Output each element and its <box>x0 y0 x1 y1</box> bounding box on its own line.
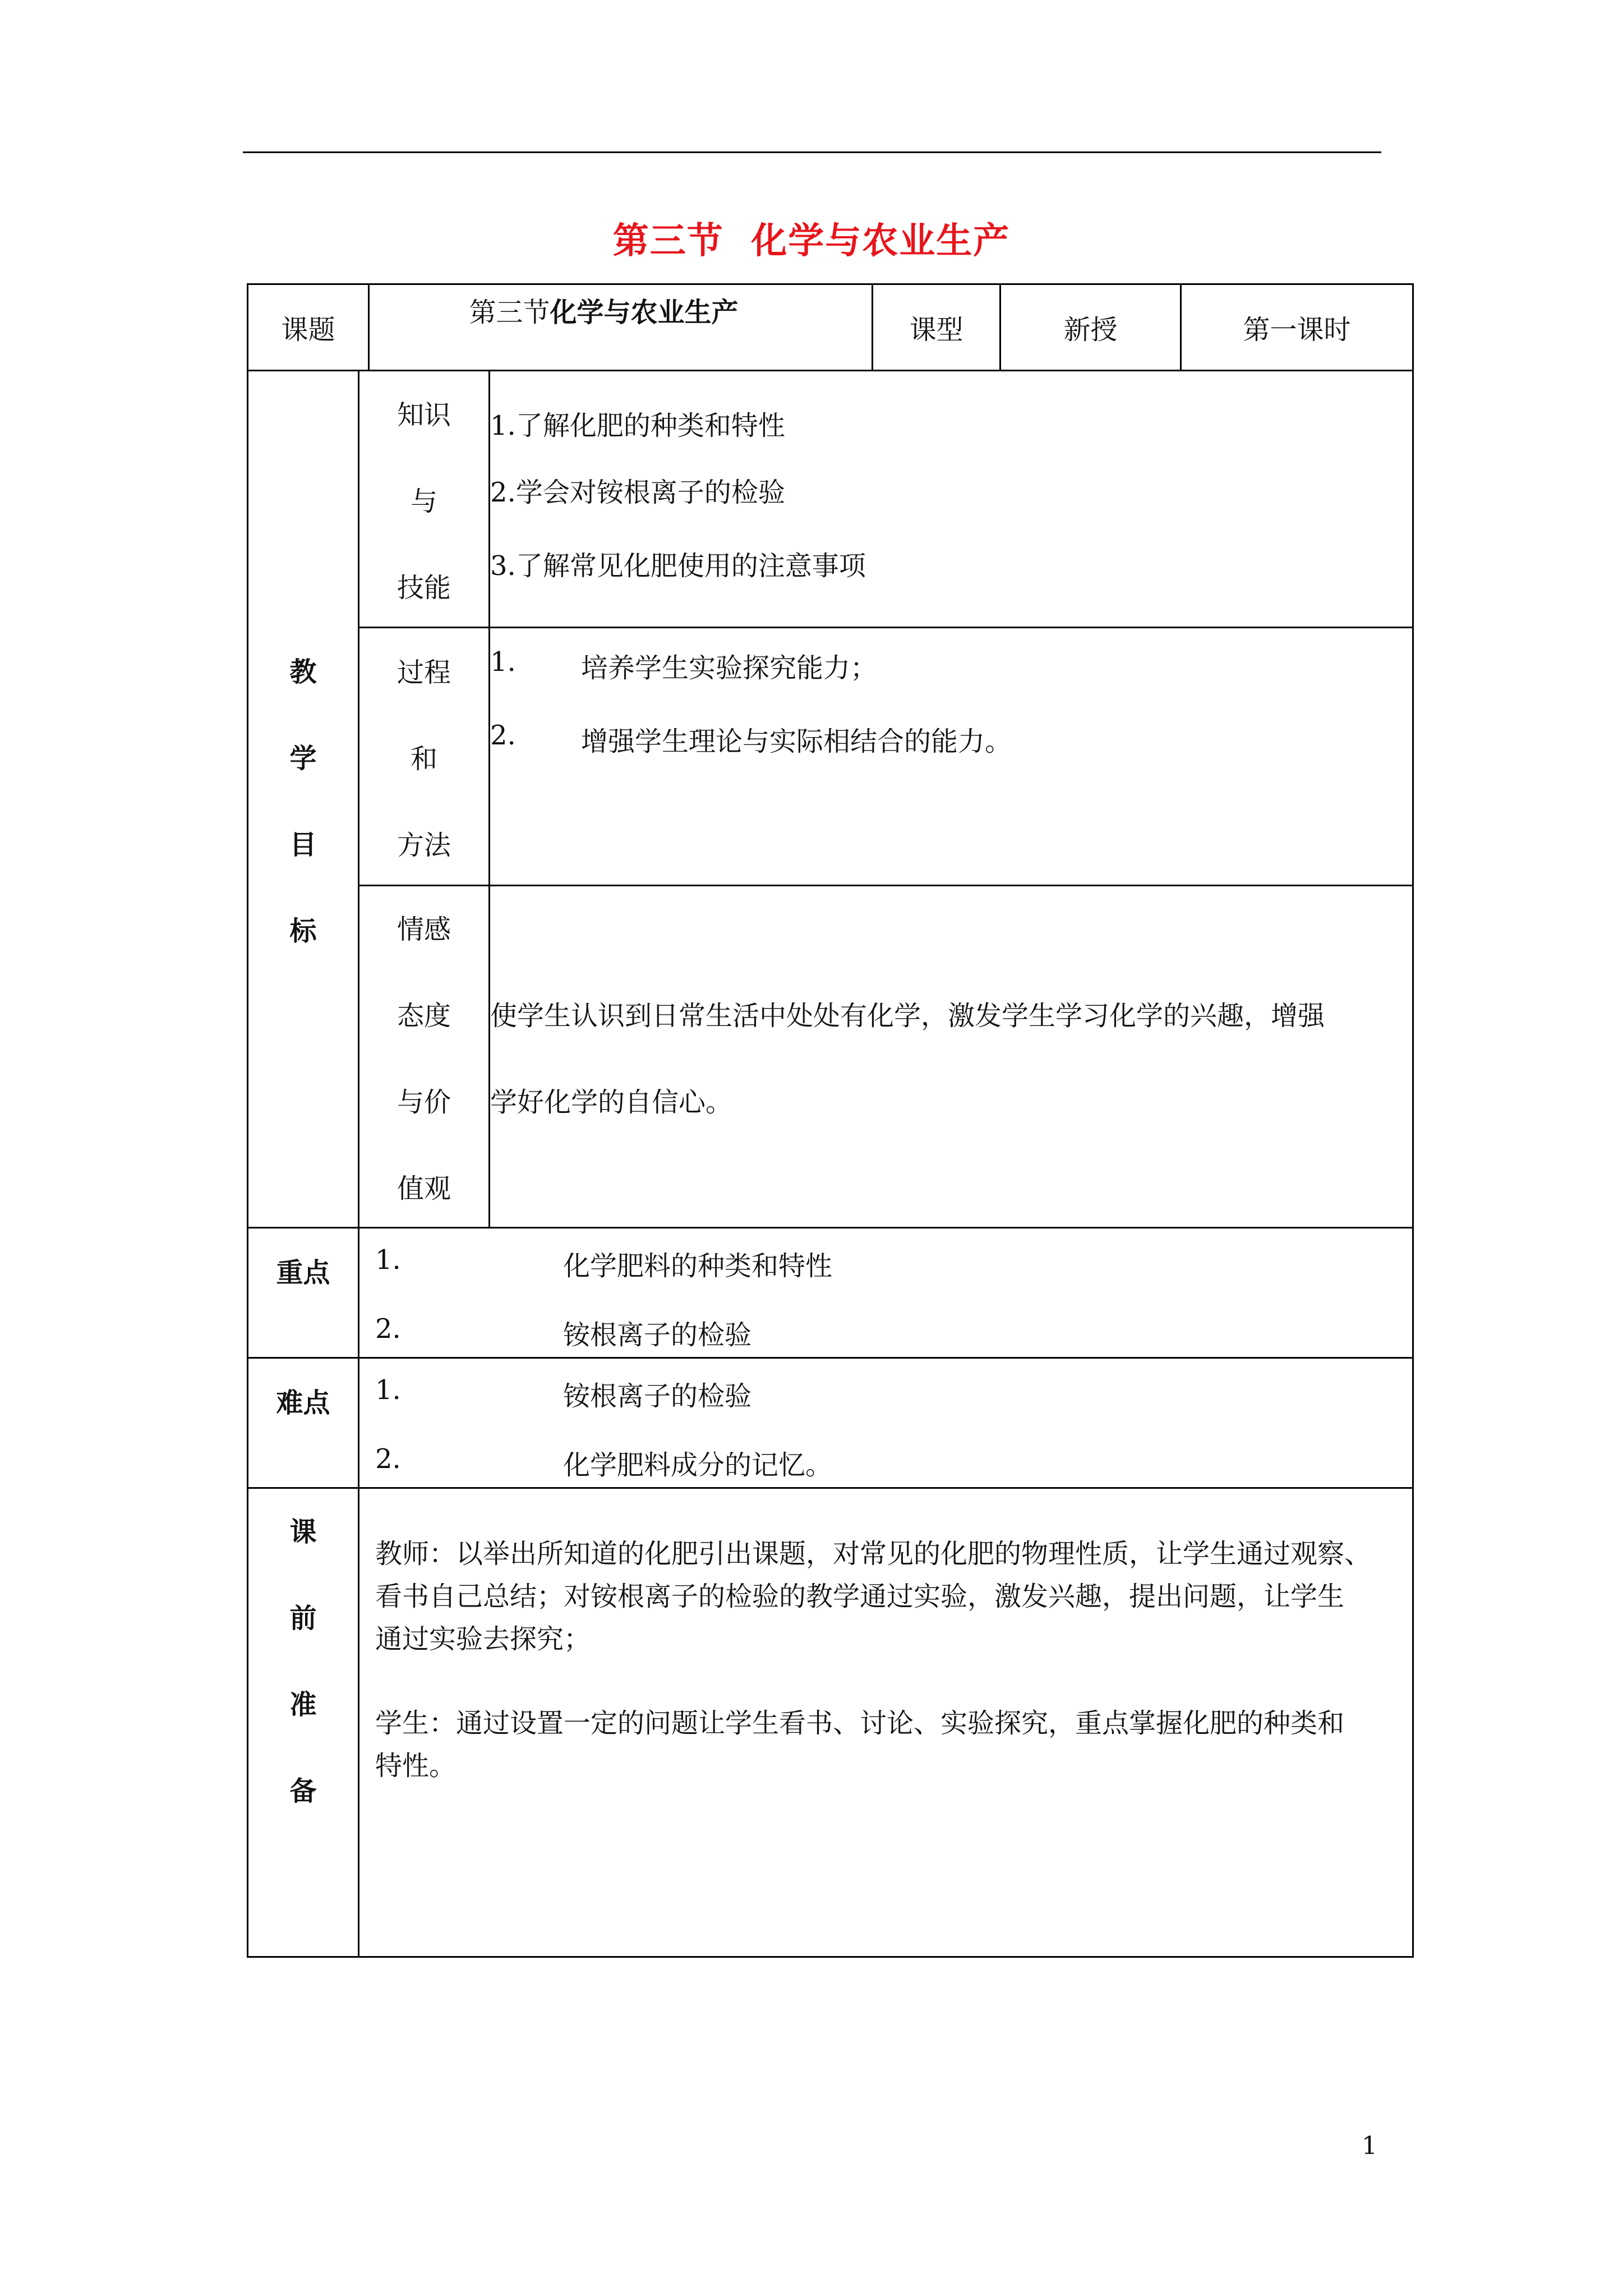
teacher-prep-line: 教师：以举出所知道的化肥引出课题，对常见的化肥的物理性质，让学生通过观察、 <box>375 1538 1372 1570</box>
preparation-row <box>248 1488 1413 1957</box>
knowledge-item: 3.了解常见化肥使用的注意事项 <box>490 550 866 582</box>
topic-value: 化学与农业生产 <box>550 297 739 328</box>
document-title: 第三节 化学与农业生产 <box>612 220 1011 262</box>
student-prep-line: 学生：通过设置一定的问题让学生看书、讨论、实验探究，重点掌握化肥的种类和 <box>375 1708 1345 1739</box>
difficult-point-item: 2. 化学肥料成分的记忆。 <box>375 1443 833 1481</box>
difficult-points-content <box>359 1358 1413 1488</box>
teacher-prep-line: 通过实验去探究； <box>375 1623 591 1655</box>
emotion-label: 情感 态度 与价 值观 <box>359 886 490 1228</box>
topic-cell <box>369 284 873 371</box>
topic-row <box>248 284 1413 371</box>
lesson-plan-table <box>247 283 1414 1958</box>
knowledge-content <box>490 371 1413 628</box>
process-content <box>490 628 1413 886</box>
key-point-item: 1. 化学肥料的种类和特性 <box>375 1244 833 1282</box>
knowledge-label: 知识 与 技能 <box>359 371 490 628</box>
key-point-item: 2. 铵根离子的检验 <box>375 1313 752 1351</box>
key-points-row <box>248 1228 1413 1358</box>
objectives-process-row <box>248 628 1413 886</box>
knowledge-item: 2.学会对铵根离子的检验 <box>490 477 785 508</box>
objectives-emotion-row <box>248 886 1413 1228</box>
process-item: 2. 增强学生理论与实际相结合的能力。 <box>490 720 1012 757</box>
key-points-content <box>359 1228 1413 1358</box>
knowledge-item: 1.了解化肥的种类和特性 <box>490 410 785 441</box>
header-rule <box>243 151 1381 153</box>
difficult-point-item: 1. 铵根离子的检验 <box>375 1374 752 1412</box>
process-item: 1. 培养学生实验探究能力； <box>490 646 878 684</box>
objectives-label-char: 教 <box>289 656 317 688</box>
objectives-label-char: 学 <box>289 743 317 774</box>
student-prep-line: 特性。 <box>375 1750 457 1782</box>
emotion-line: 使学生认识到日常生活中处处有化学，激发学生学习化学的兴趣，增强 <box>490 1000 1325 1032</box>
teacher-prep-line: 看书自己总结；对铵根离子的检验的教学通过实验，激发兴趣，提出问题，让学生 <box>375 1581 1345 1612</box>
type-value: 新授 <box>1000 284 1181 371</box>
preparation-content <box>359 1488 1413 1957</box>
topic-prefix: 第三节 <box>469 297 550 328</box>
key-points-label: 重点 <box>248 1228 359 1358</box>
page-number: 1 <box>1362 2132 1377 2160</box>
preparation-label: 课 前 准 备 <box>248 1488 359 1957</box>
topic-label: 课题 <box>248 284 369 371</box>
objectives-label <box>248 371 359 1228</box>
emotion-line: 学好化学的自信心。 <box>490 1087 733 1118</box>
difficult-points-row <box>248 1358 1413 1488</box>
objectives-label-char: 目 <box>289 829 317 861</box>
objectives-knowledge-row <box>248 371 1413 628</box>
type-label: 课型 <box>873 284 1000 371</box>
emotion-content <box>490 886 1413 1228</box>
process-label: 过程 和 方法 <box>359 628 490 886</box>
period-cell: 第一课时 <box>1181 284 1413 371</box>
difficult-points-label: 难点 <box>248 1358 359 1488</box>
objectives-label-char: 标 <box>289 915 317 947</box>
